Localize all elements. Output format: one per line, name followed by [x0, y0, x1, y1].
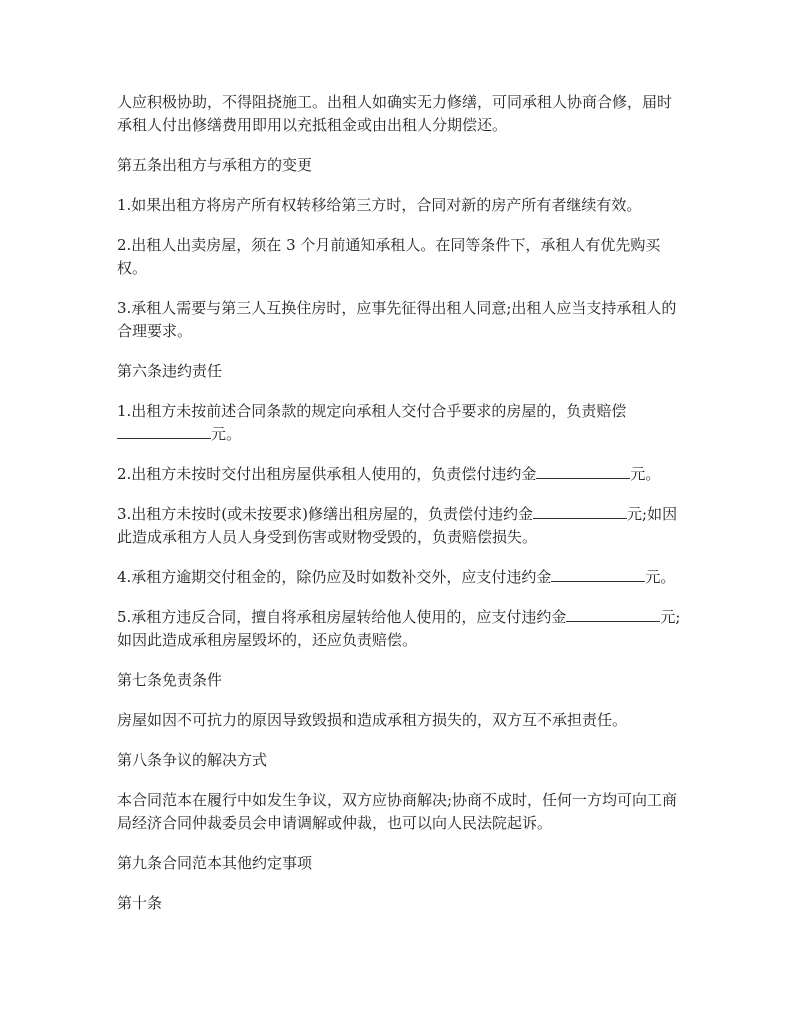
article-5-clause-1: 1.如果出租方将房产所有权转移给第三方时，合同对新的房产所有者继续有效。 — [117, 196, 642, 214]
article-5-clause-2: 2.出租人出卖房屋，须在 3 个月前通知承租人。在同等条件下，承租人有优先购买权。 — [117, 236, 661, 277]
amount-blank — [566, 607, 660, 622]
article-8-text: 本合同范本在履行中如发生争议，双方应协商解决;协商不成时，任何一方均可向工商局经济合同仲裁委员会申请调解或仲裁，也可以向人民法院起诉。 — [117, 791, 678, 832]
clause-text: 5.承租方违反合同，擅自将承租房屋转给他人使用的，应支付违约金 — [117, 608, 567, 626]
amount-blank — [117, 424, 211, 439]
article-6-clause-4 — [117, 566, 682, 589]
clause-text-end: 元。 — [211, 425, 242, 443]
amount-blank — [551, 567, 645, 582]
amount-blank — [533, 504, 627, 519]
clause-text-end: 元。 — [630, 465, 661, 483]
clause-text-end: 元;如因此造成承租房屋毁坏的，还应负责赔偿。 — [117, 608, 681, 649]
clause-text: 4.承租方逾期交付租金的，除仍应及时如数补交外，应支付违约金 — [117, 568, 552, 586]
article-6-clause-5 — [117, 606, 682, 652]
clause-text: 3.出租方未按时(或未按要求)修缮出租房屋的，负责偿付违约金 — [117, 505, 534, 523]
document-page — [117, 91, 682, 932]
amount-blank — [536, 464, 630, 479]
article-9-heading: 第九条合同范本其他约定事项 — [117, 854, 313, 872]
article-6-heading: 第六条违约责任 — [117, 362, 223, 380]
article-8-heading: 第八条争议的解决方式 — [117, 751, 268, 769]
article-6-clause-2 — [117, 463, 682, 486]
article-10-heading: 第十条 — [117, 894, 163, 912]
clause-text-end: 元。 — [645, 568, 676, 586]
article-6-clause-1 — [117, 400, 682, 446]
article-7-heading: 第七条免责条件 — [117, 671, 223, 689]
article-5-heading: 第五条出租方与承租方的变更 — [117, 156, 313, 174]
article-5-clause-3: 3.承租人需要与第三人互换住房时，应事先征得出租人同意;出租人应当支持承租人的合理要求。 — [117, 299, 677, 340]
article-7-text: 房屋如因不可抗力的原因导致毁损和造成承租方损失的，双方互不承担责任。 — [117, 711, 628, 729]
clause-text: 1.出租方未按前述合同条款的规定向承租人交付合乎要求的房屋的，负责赔偿 — [117, 402, 627, 420]
article-6-clause-3 — [117, 503, 682, 549]
clause-text-end: 元;如因此造成承租方人员人身受到伤害或财物受毁的，负责赔偿损失。 — [117, 505, 678, 546]
paragraph-repair: 人应积极协助，不得阻挠施工。出租人如确实无力修缮，可同承租人协商合修，届时承租人付出修缮费用即用以充抵租金或由出租人分期偿还。 — [117, 93, 673, 134]
clause-text: 2.出租方未按时交付出租房屋供承租人使用的，负责偿付违约金 — [117, 465, 537, 483]
